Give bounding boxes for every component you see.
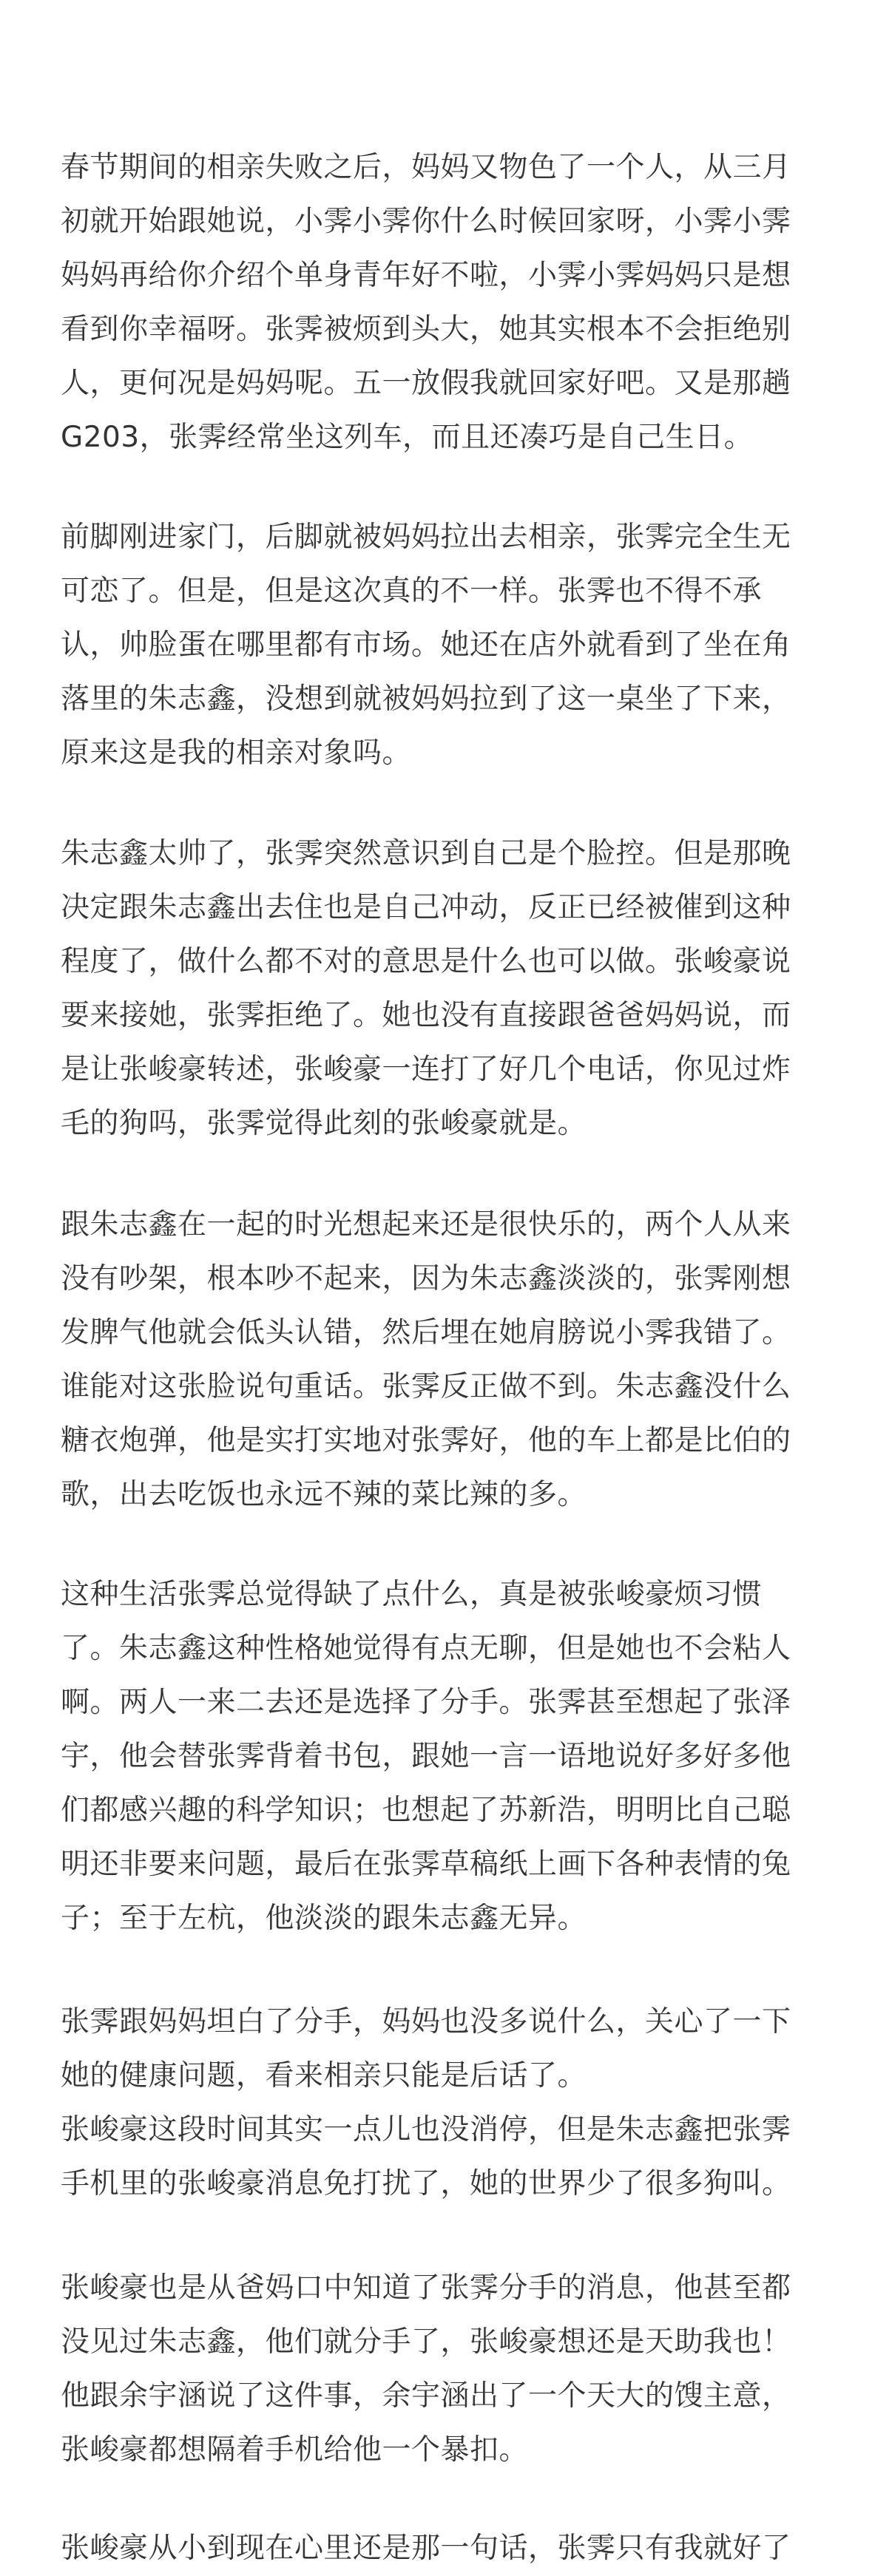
text-line: 糖衣炮弹，他是实打实地对张霁好，他的车上都是比伯的 — [61, 1424, 791, 1457]
text-line: 没见过朱志鑫，他们就分手了，张峻豪想还是天助我也！ — [61, 2325, 791, 2359]
text-line: 人，更何况是妈妈呢。五一放假我就回家好吧。又是那趟 — [61, 367, 791, 400]
text-line: 毛的狗吗，张霁觉得此刻的张峻豪就是。 — [61, 1107, 587, 1140]
text-line: 她的健康问题，看来相亲只能是后话了。 — [61, 2059, 587, 2092]
text-line: 初就开始跟她说，小霁小霁你什么时候回家呀，小霁小霁 — [61, 205, 791, 238]
text-line: 决定跟朱志鑫出去住也是自己冲动，反正已经被催到这种 — [61, 891, 791, 924]
paragraph-4 — [61, 1198, 791, 1522]
text-line: 发脾气他就会低头认错，然后埋在她肩膀说小霁我错了。 — [61, 1316, 791, 1349]
text-line: 啊。两人一来二去还是选择了分手。张霁甚至想起了张泽 — [61, 1686, 791, 1719]
text-line: 了。朱志鑫这种性格她觉得有点无聊，但是她也不会粘人 — [61, 1632, 791, 1665]
paragraph-5 — [61, 1567, 791, 1945]
text-line: 看到你幸福呀。张霁被烦到头大，她其实根本不会拒绝别 — [61, 313, 791, 346]
text-line: 要来接她，张霁拒绝了。她也没有直接跟爸爸妈妈说，而 — [61, 999, 791, 1032]
text-line: 手机里的张峻豪消息免打扰了，她的世界少了很多狗叫。 — [61, 2167, 791, 2200]
paragraph-3 — [61, 827, 791, 1150]
text-line: 张峻豪这段时间其实一点儿也没消停，但是朱志鑫把张霁 — [61, 2113, 791, 2146]
text-line: 张峻豪从小到现在心里还是那一句话，张霁只有我就好了 — [61, 2532, 791, 2565]
text-line: 歌，出去吃饭也永远不辣的菜比辣的多。 — [61, 1478, 587, 1511]
text-line: 认，帅脸蛋在哪里都有市场。她还在店外就看到了坐在角 — [61, 628, 791, 662]
text-line: 程度了，做什么都不对的意思是什么也可以做。张峻豪说 — [61, 945, 791, 978]
text-line: 张霁跟妈妈坦白了分手，妈妈也没多说什么，关心了一下 — [61, 2005, 791, 2038]
text-line: 他跟余宇涵说了这件事，余宇涵出了一个天大的馊主意， — [61, 2379, 791, 2413]
text-line: 宇，他会替张霁背着书包，跟她一言一语地说好多好多他 — [61, 1740, 791, 1773]
text-line: 子；至于左杭，他淡淡的跟朱志鑫无异。 — [61, 1902, 587, 1935]
text-line: 妈妈再给你介绍个单身青年好不啦，小霁小霁妈妈只是想 — [61, 259, 791, 292]
paragraph-1 — [61, 140, 791, 464]
text-line: 落里的朱志鑫，没想到就被妈妈拉到了这一桌坐了下来， — [61, 682, 791, 716]
text-line: 可恋了。但是，但是这次真的不一样。张霁也不得不承 — [61, 574, 763, 608]
text-line: 跟朱志鑫在一起的时光想起来还是很快乐的，两个人从来 — [61, 1208, 791, 1241]
paragraph-7 — [61, 2261, 791, 2477]
text-line: 原来这是我的相亲对象吗。 — [61, 736, 412, 770]
text-line: 们都感兴趣的科学知识；也想起了苏新浩，明明比自己聪 — [61, 1794, 791, 1827]
text-line: 张峻豪也是从爸妈口中知道了张霁分手的消息，他甚至都 — [61, 2271, 791, 2305]
text-line: 是让张峻豪转述，张峻豪一连打了好几个电话，你见过炸 — [61, 1053, 791, 1086]
text-line: 春节期间的相亲失败之后，妈妈又物色了一个人，从三月 — [61, 151, 791, 184]
text-line: 朱志鑫太帅了，张霁突然意识到自己是个脸控。但是那晚 — [61, 837, 791, 870]
text-line: 没有吵架，根本吵不起来，因为朱志鑫淡淡的，张霁刚想 — [61, 1262, 791, 1295]
paragraph-2 — [61, 510, 791, 780]
text-line: 张峻豪都想隔着手机给他一个暴扣。 — [61, 2433, 529, 2467]
text-line: G203，张霁经常坐这列车，而且还凑巧是自己生日。 — [61, 421, 754, 454]
paragraph-6 — [61, 1995, 791, 2211]
text-line: 前脚刚进家门，后脚就被妈妈拉出去相亲，张霁完全生无 — [61, 521, 791, 554]
paragraph-8 — [61, 2521, 791, 2575]
text-line: 这种生活张霁总觉得缺了点什么，真是被张峻豪烦习惯 — [61, 1578, 763, 1611]
text-line: 明还非要来问题，最后在张霁草稿纸上画下各种表情的兔 — [61, 1848, 791, 1881]
text-line: 谁能对这张脸说句重话。张霁反正做不到。朱志鑫没什么 — [61, 1370, 791, 1403]
